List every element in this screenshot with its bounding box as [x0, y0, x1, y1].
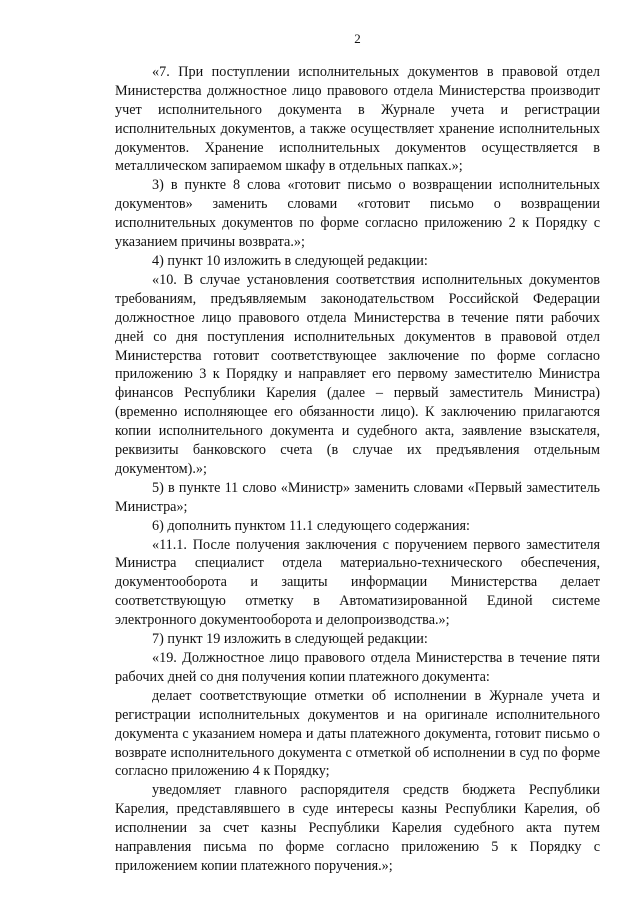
- paragraph-clause-19-marks: делает соответствующие отметки об исполнении в Журнале учета и регистрации исполнительных документов и на оригинале исполнительного документа с указанием номера и даты платежного документа, готовит письмо о возврате исполнительного документа с отметкой об исполнении в суд по форме согласно приложению 4 к Порядку;: [115, 687, 600, 780]
- paragraph-clause-10: «10. В случае установления соответствия исполнительных документов требованиям, предъявляемым законодательством Российской Федерации должностное лицо правового отдела Министерства в течение пяти рабочих дней со дня поступления исполнительных документов в правовой отдел Министерства готовит соответствующее заключение по форме согласно приложению 3 к Порядку и направляет его первому заместителю Министра финансов Республики Карелия (далее – первый заместитель Министра) (временно исполняющее его обязанности лицо). К заключению прилагаются копии исполнительного документа и судебного акта, заявление взыскателя, реквизиты банковского счета (в случае их предъявления отдельным документом).»;: [115, 271, 600, 477]
- paragraph-clause-11-1: «11.1. После получения заключения с поручением первого заместителя Министра специалист отдела материально-технического обеспечения, документооборота и защиты информации Министерства делает соответствующую отметку в Автоматизированной Единой системе электронного документооборота и делопроизводства.»;: [115, 536, 600, 629]
- paragraph-item-4: 4) пункт 10 изложить в следующей редакции:: [152, 252, 428, 269]
- paragraph-item-6: 6) дополнить пунктом 11.1 следующего содержания:: [152, 517, 470, 534]
- paragraph-clause-19-notify: уведомляет главного распорядителя средств бюджета Республики Карелия, представлявшего в суде интересы казны Республики Карелия, об исполнении за счет казны Республики Карелия судебного акта путем направления письма по форме согласно приложению 5 к Порядку с приложением копии платежного поручения.»;: [115, 782, 600, 874]
- page-number: 2: [354, 31, 361, 46]
- paragraph-item-5: 5) в пункте 11 слово «Министр» заменить словами «Первый заместитель Министра»;: [115, 479, 600, 515]
- paragraph-clause-19: «19. Должностное лицо правового отдела Министерства в течение пяти рабочих дней со дня получения копии платежного документа:: [115, 650, 600, 685]
- paragraph-item-7: 7) пункт 19 изложить в следующей редакции:: [152, 631, 428, 648]
- paragraph-item-3: 3) в пункте 8 слова «готовит письмо о возвращении исполнительных документов» заменить словами «готовит письмо о возвращении исполнительных документов по форме согласно приложению 2 к Порядку с указанием причины возврата.»;: [115, 177, 600, 251]
- paragraph-clause-7: «7. При поступлении исполнительных документов в правовой отдел Министерства должностное лицо правового отдела Министерства производит учет исполнительного документа в Журнале учета и регистрации исполнительных документов, а также осуществляет хранение исполнительных документов. Хранение исполнительных документов осуществляется в металлическом запираемом шкафу в отдельных папках.»;: [115, 63, 600, 175]
